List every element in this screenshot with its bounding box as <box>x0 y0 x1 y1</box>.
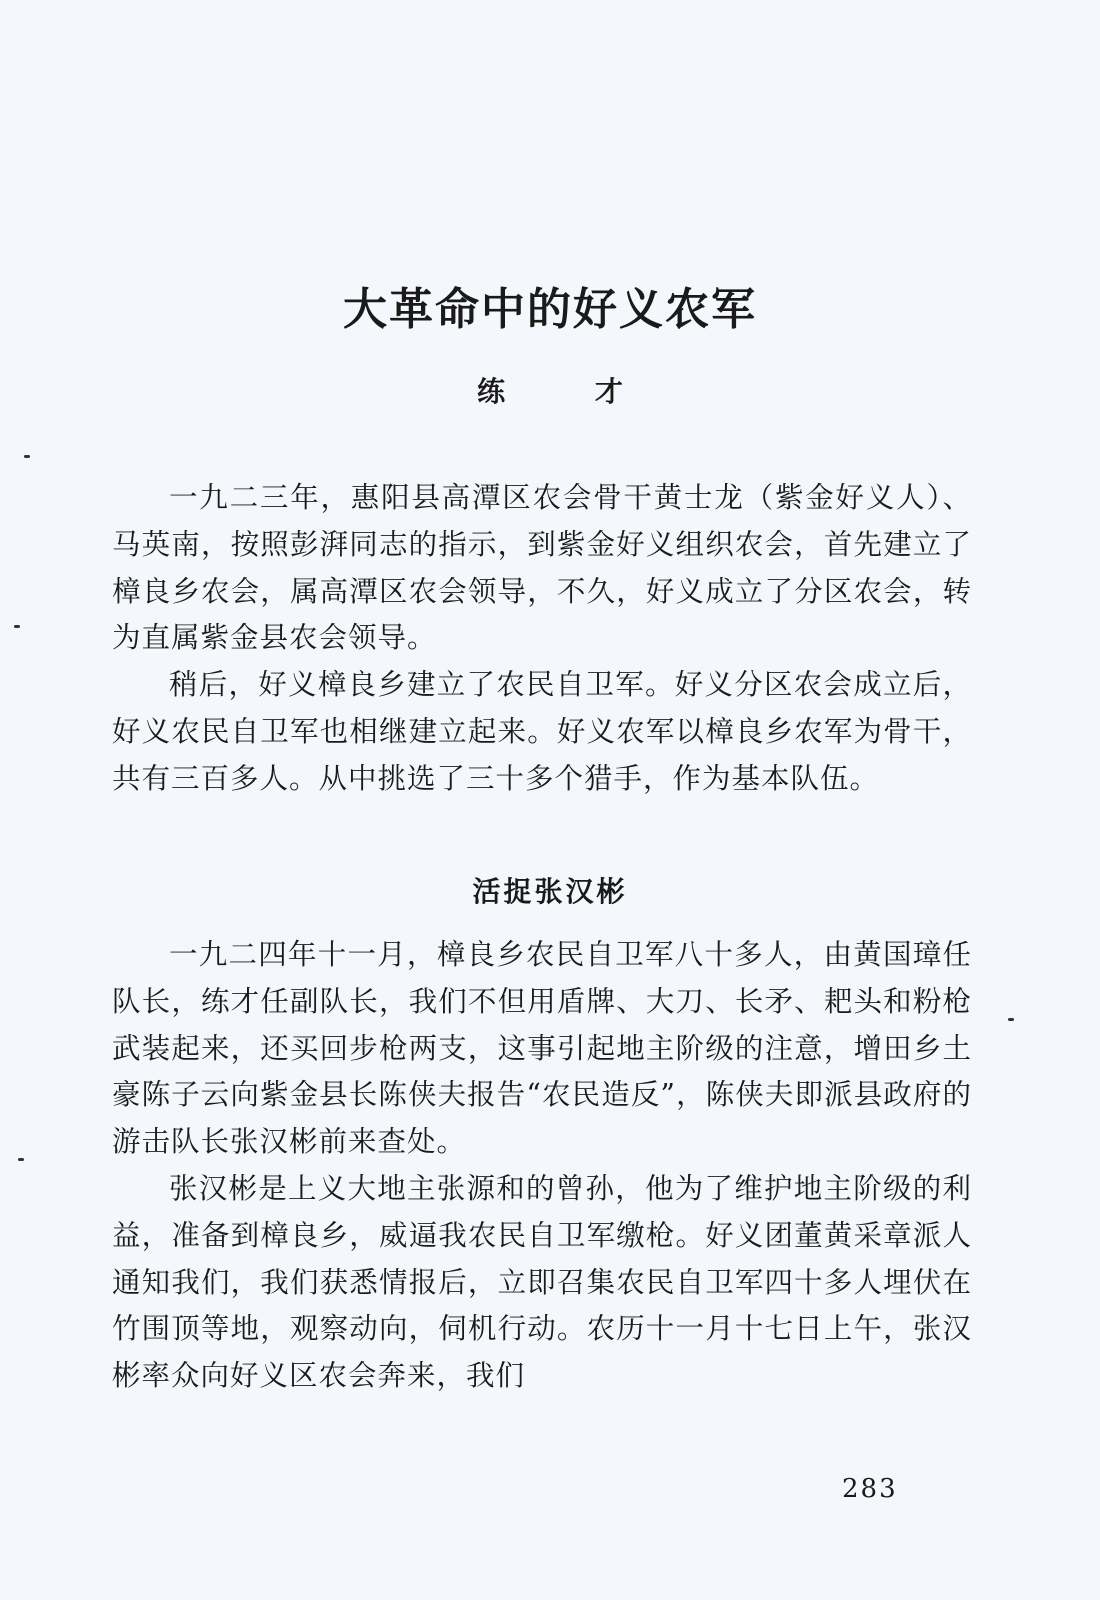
section-text <box>112 932 972 1400</box>
paragraph: 一九二四年十一月，樟良乡农民自卫军八十多人，由黄国璋任队长，练才任副队长，我们不但用盾牌、大刀、长矛、耙头和粉枪武装起来，还买回步枪两支，这事引起地主阶级的注意，增田乡土豪陈子云向紫金县长陈侠夫报告“农民造反”，陈侠夫即派县政府的游击队长张汉彬前来查处。 <box>112 938 972 1159</box>
paragraph: 一九二三年，惠阳县高潭区农会骨干黄士龙（紫金好义人）、马英南，按照彭湃同志的指示，到紫金好义组织农会，首先建立了樟良乡农会，属高潭区农会领导，不久，好义成立了分区农会，转为直属紫金县农会领导。 <box>112 481 972 655</box>
scan-speck <box>1008 1018 1014 1021</box>
page-number: 283 <box>842 1474 898 1504</box>
intro-text <box>112 475 972 803</box>
section-heading: 活捉张汉彬 <box>472 875 628 908</box>
scan-speck <box>18 1158 24 1161</box>
scan-speck <box>24 455 30 458</box>
scan-speck <box>14 625 20 628</box>
paragraph: 张汉彬是上义大地主张源和的曾孙，他为了维护地主阶级的利益，准备到樟良乡，威逼我农民自卫军缴枪。好义团董黄采章派人通知我们，我们获悉情报后，立即召集农民自卫军四十多人埋伏在竹围顶等地，观察动向，伺机行动。农历十一月十七日上午，张汉彬率众向好义区农会奔来，我们 <box>112 1171 972 1393</box>
article-author: 练 才 <box>477 375 663 408</box>
paragraph: 稍后，好义樟良乡建立了农民自卫军。好义分区农会成立后，好义农民自卫军也相继建立起来。好义农军以樟良乡农军为骨干，共有三百多人。从中挑选了三十多个猎手，作为基本队伍。 <box>112 668 972 795</box>
article-title: 大革命中的好义农军 <box>343 284 757 335</box>
